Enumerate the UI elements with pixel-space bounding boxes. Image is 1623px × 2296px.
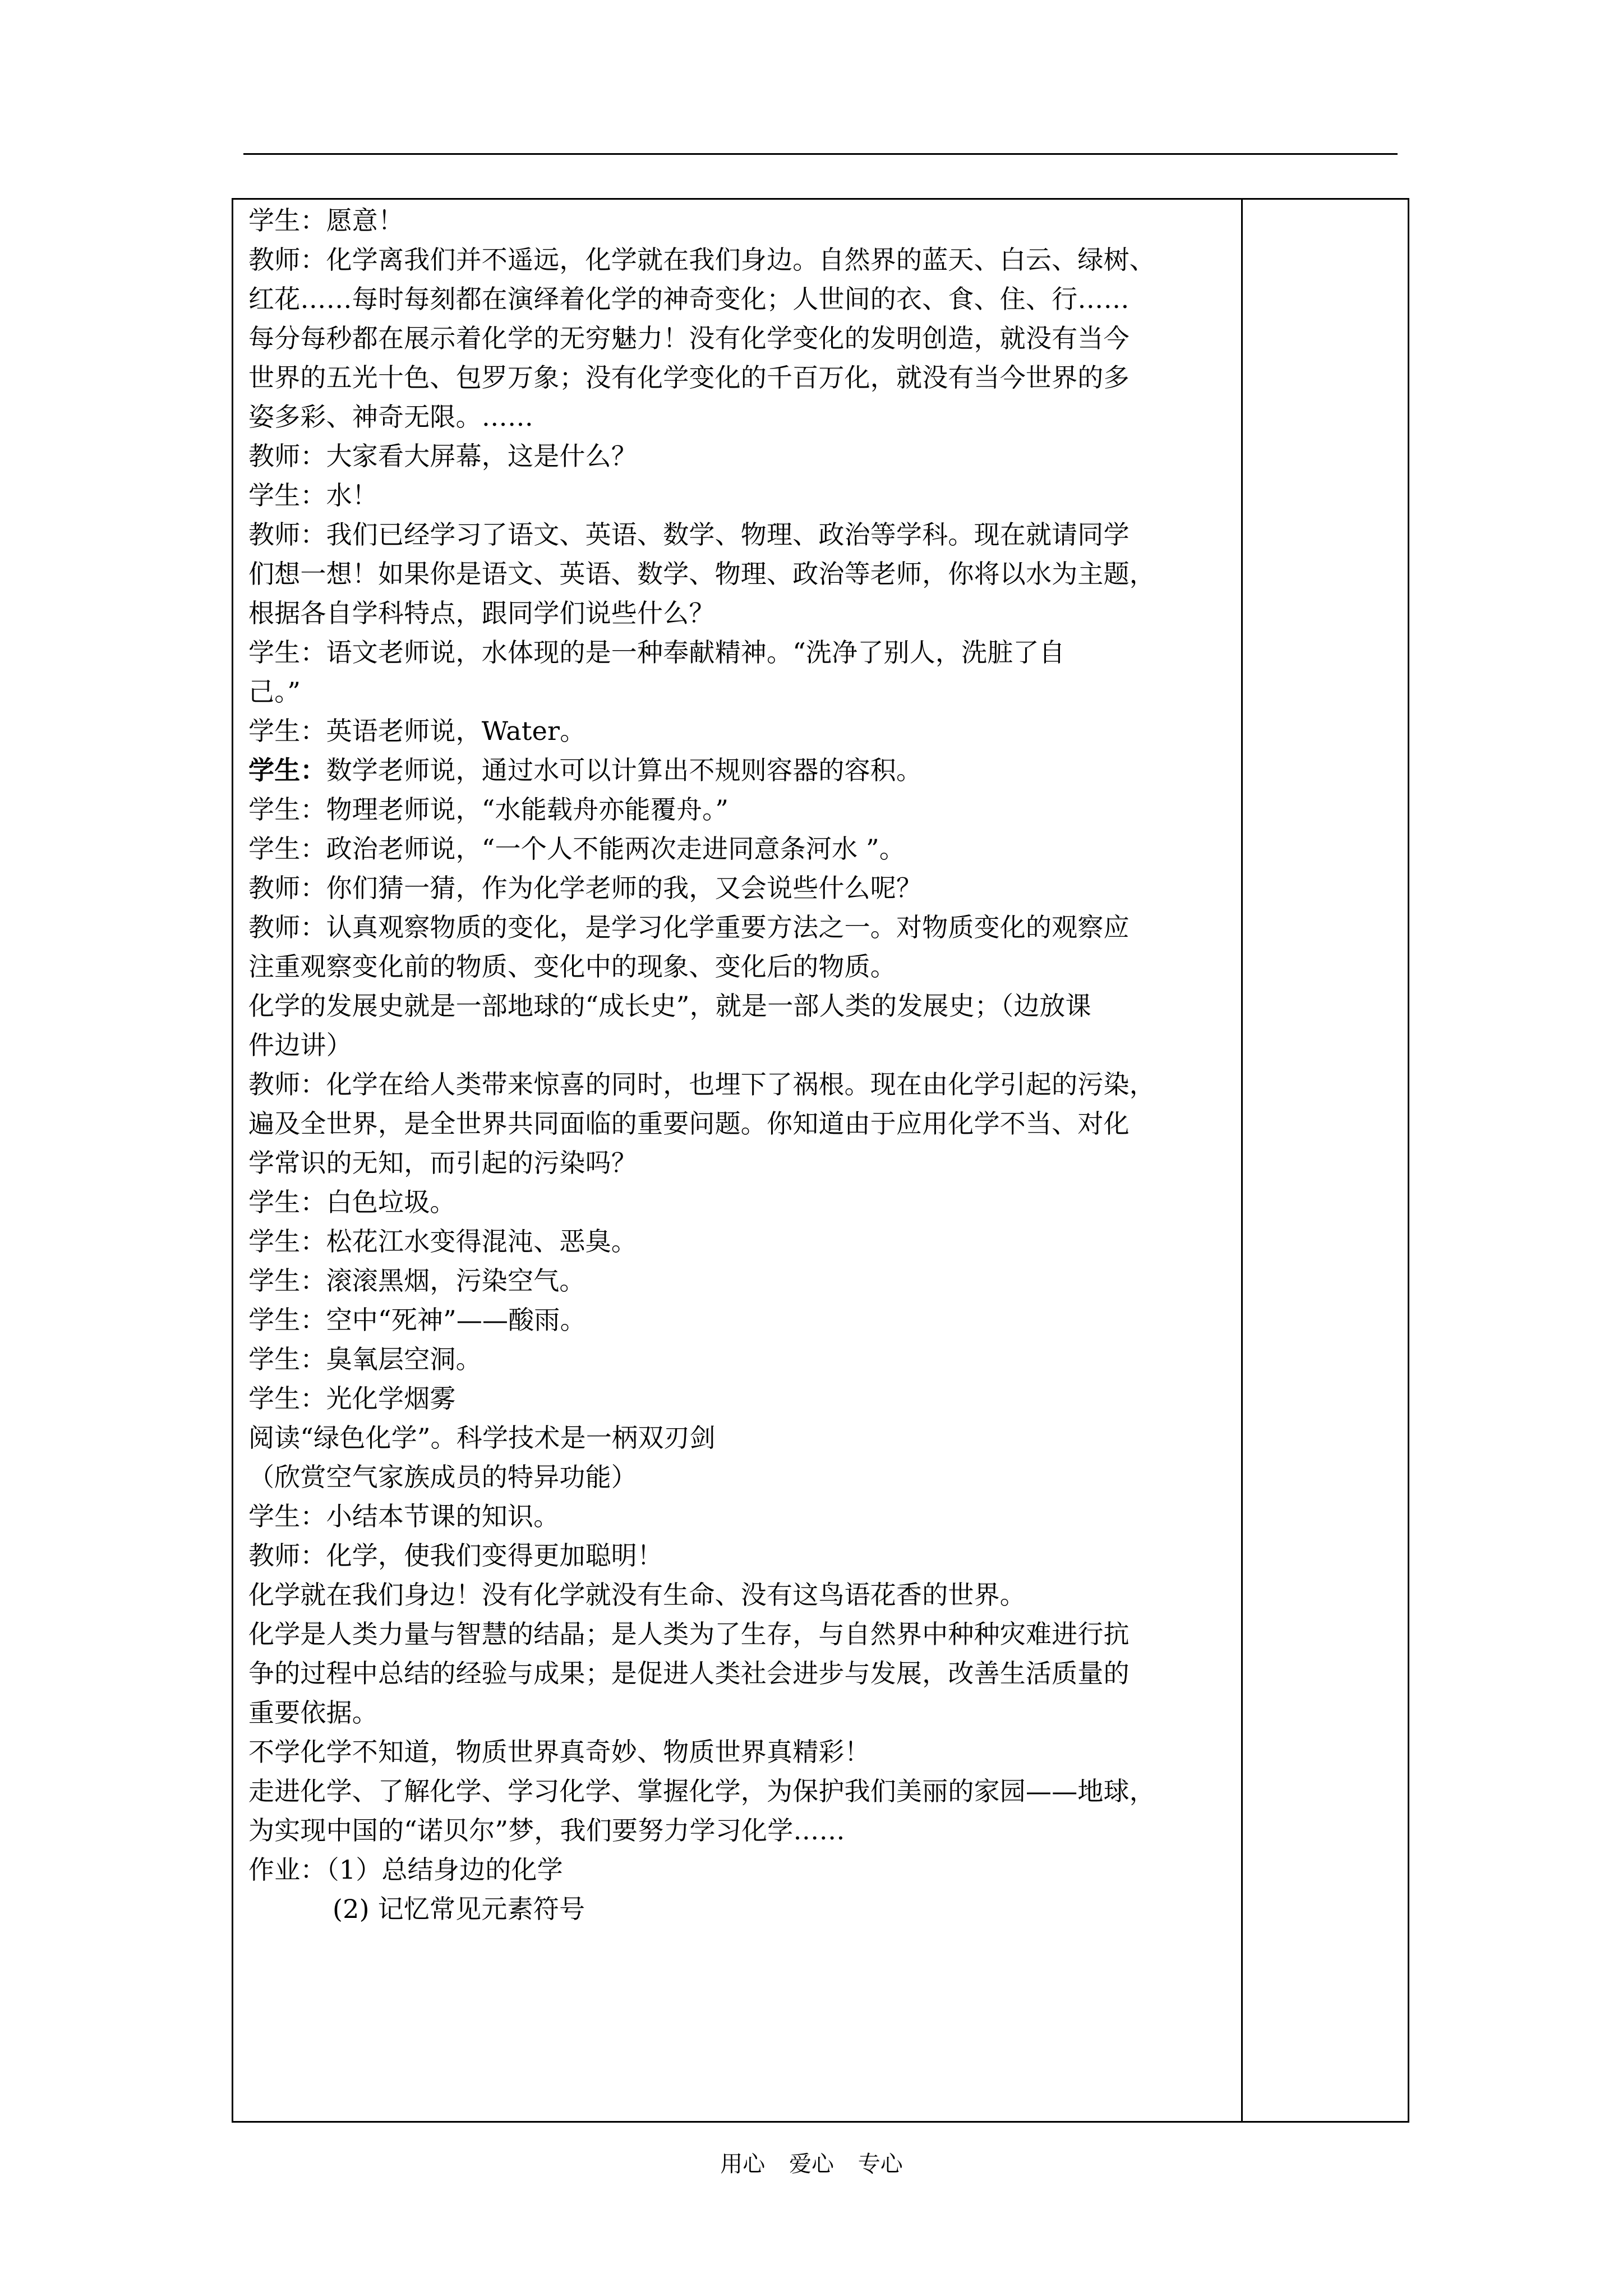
lesson-table	[232, 198, 1409, 2123]
text-line: 化学就在我们身边！没有化学就没有生命、没有这鸟语花香的世界。	[248, 1580, 1026, 1610]
text-line: 件边讲）	[248, 1030, 352, 1060]
text-line: 教师：大家看大屏幕，这是什么？	[248, 441, 637, 471]
text-line: 阅读“绿色化学”。科学技术是一柄双刃剑	[248, 1423, 716, 1453]
text-line: 教师：你们猜一猜，作为化学老师的我，又会说些什么呢？	[248, 873, 923, 903]
text-line: 学生：白色垃圾。	[248, 1187, 456, 1217]
text-line: 姿多彩、神奇无限。……	[248, 402, 534, 432]
text-line: 每分每秒都在展示着化学的无穷魅力！没有化学变化的发明创造，就没有当今	[248, 323, 1129, 353]
text-line: 们想一想！如果你是语文、英语、数学、物理、政治等老师，你将以水为主题，	[248, 559, 1155, 589]
homework-item-2: (2) 记忆常见元素符号	[333, 1894, 585, 1924]
text-line: 学生：臭氧层空洞。	[248, 1344, 482, 1374]
speaker-label: 学生：	[248, 755, 326, 785]
text-line: 己。”	[248, 677, 301, 707]
text-line: 学生：政治老师说，“一个人不能两次走进同意条河水 ”。	[248, 834, 906, 864]
text-line: 学生：光化学烟雾	[248, 1383, 456, 1414]
text-line: 教师：认真观察物质的变化，是学习化学重要方法之一。对物质变化的观察应	[248, 912, 1129, 942]
text-line: 争的过程中总结的经验与成果；是促进人类社会进步与发展，改善生活质量的	[248, 1658, 1129, 1688]
text-line: 化学是人类力量与智慧的结晶；是人类为了生存，与自然界中种种灾难进行抗	[248, 1619, 1129, 1649]
text-line: 学生：水！	[248, 480, 378, 510]
text-line: （欣赏空气家族成员的特异功能）	[248, 1462, 637, 1492]
text-line: 学常识的无知，而引起的污染吗？	[248, 1148, 637, 1178]
text-line: 学生：空中“死神”——酸雨。	[248, 1305, 586, 1335]
text-line: 学生：愿意！	[248, 205, 404, 236]
text-line: 教师：化学，使我们变得更加聪明！	[248, 1540, 663, 1571]
text-line: 不学化学不知道，物质世界真奇妙、物质世界真精彩！	[248, 1737, 870, 1767]
text-line: 学生：小结本节课的知识。	[248, 1501, 560, 1531]
header-rule	[243, 153, 1398, 155]
text-line: 教师：化学在给人类带来惊喜的同时，也埋下了祸根。现在由化学引起的污染，	[248, 1069, 1155, 1099]
text-line: 红花……每时每刻都在演绎着化学的神奇变化；人世间的衣、食、住、行……	[248, 284, 1129, 314]
notes-cell	[1243, 200, 1408, 2121]
text-line: 学生：滚滚黑烟，污染空气。	[248, 1266, 585, 1296]
text-line-bold-speaker	[248, 751, 1237, 790]
text-line: 学生：英语老师说，Water。	[248, 716, 586, 746]
text-line: 学生：松花江水变得混沌、恶臭。	[248, 1226, 637, 1257]
text-line: 走进化学、了解化学、学习化学、掌握化学，为保护我们美丽的家园——地球，	[248, 1776, 1155, 1806]
text-line: 学生：语文老师说，水体现的是一种奉献精神。“洗净了别人，洗脏了自	[248, 637, 1065, 668]
text-line: 根据各自学科特点，跟同学们说些什么？	[248, 598, 715, 628]
text-line: 教师：我们已经学习了语文、英语、数学、物理、政治等学科。现在就请同学	[248, 519, 1129, 550]
text-line: 化学的发展史就是一部地球的“成长史”，就是一部人类的发展史；（边放课	[248, 991, 1091, 1021]
text-line: 学生：物理老师说，“水能载舟亦能覆舟。”	[248, 794, 729, 825]
speaker-text: 数学老师说，通过水可以计算出不规则容器的容积。	[326, 755, 923, 785]
text-line: 世界的五光十色、包罗万象；没有化学变化的千百万化，就没有当今世界的多	[248, 362, 1129, 393]
page-footer: 用心 爱心 专心	[720, 2151, 903, 2177]
text-line: 注重观察变化前的物质、变化中的现象、变化后的物质。	[248, 951, 896, 982]
homework-item-1: 作业：（1）总结身边的化学	[248, 1855, 563, 1885]
text-line: 教师：化学离我们并不遥远，化学就在我们身边。自然界的蓝天、白云、绿树、	[248, 245, 1155, 275]
text-line: 重要依据。	[248, 1697, 378, 1728]
lesson-content-cell	[248, 201, 1237, 1929]
text-line: 遍及全世界，是全世界共同面临的重要问题。你知道由于应用化学不当、对化	[248, 1108, 1129, 1139]
text-line: 为实现中国的“诺贝尔”梦，我们要努力学习化学……	[248, 1815, 845, 1846]
